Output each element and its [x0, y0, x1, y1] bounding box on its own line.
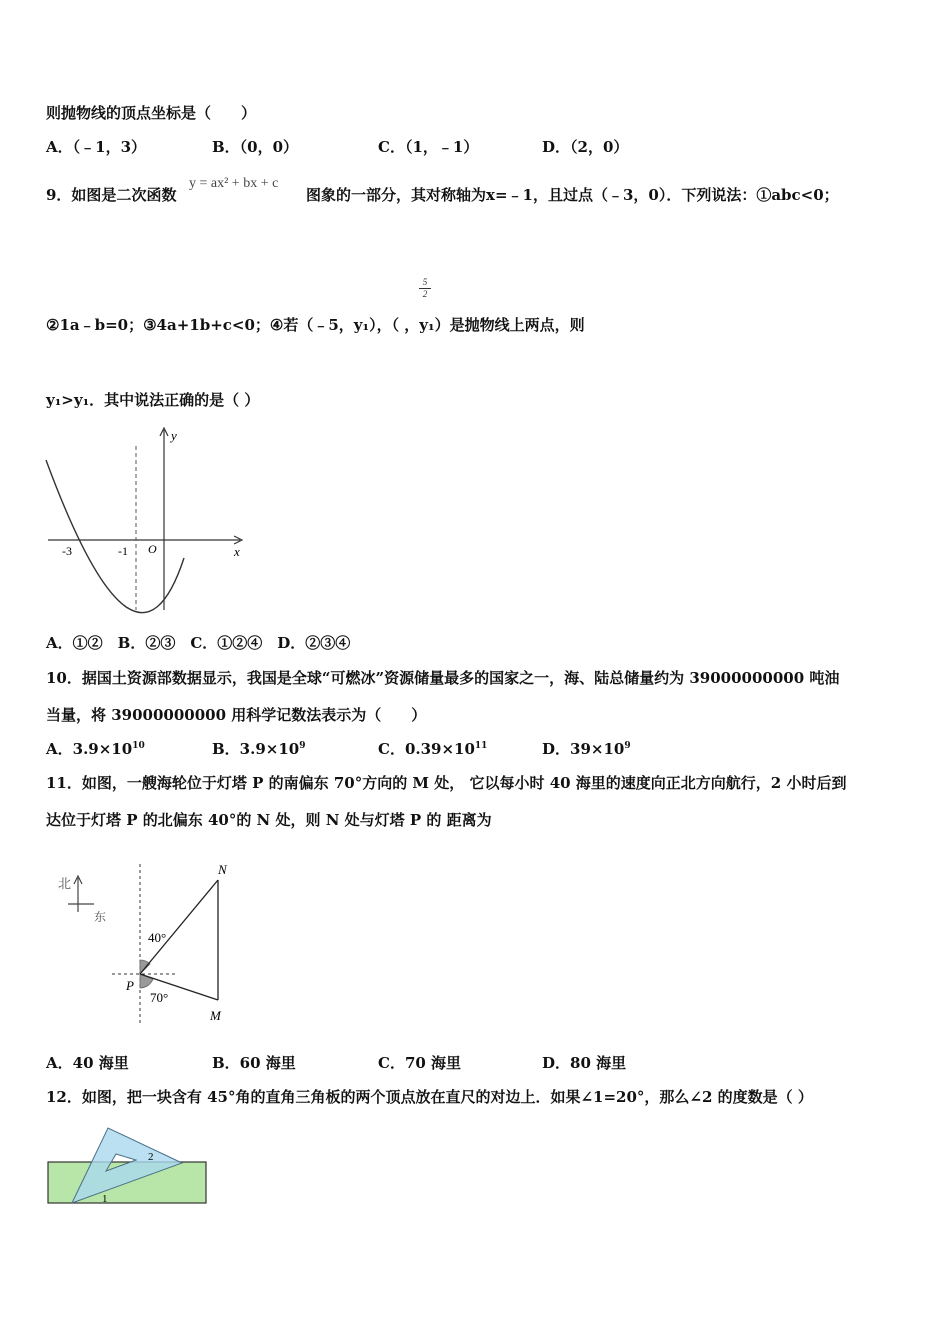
point-m-label: M [210, 1008, 221, 1023]
tick-neg3: -3 [62, 544, 72, 558]
point-p-label: P [126, 978, 134, 993]
q10-option-a-exp: 10 [132, 741, 145, 751]
q10-line2: 当量，将 39000000000 用科学记数法表示为（ ） [46, 706, 427, 724]
q10-option-a [46, 738, 145, 759]
q10-option-b-label: B．3.9×10 [212, 740, 300, 758]
q9-options: A．①② B．②③ C．①②④ D．②③④ [46, 634, 351, 652]
q10-option-d-exp: 9 [624, 741, 631, 751]
y-label: y [171, 428, 177, 443]
origin-label: O [148, 542, 157, 556]
q8-stem: 则抛物线的顶点坐标是（ ） [46, 104, 257, 122]
angle-40-label: 40° [148, 930, 167, 945]
q10-option-a-label: A．3.9×10 [46, 740, 133, 758]
q9-fraction-num: 5 [422, 277, 428, 287]
parabola-curve [46, 460, 184, 613]
q11-bearing-figure [46, 858, 256, 1030]
q8-option-c: C．（1，﹣1） [378, 138, 479, 156]
q11-option-a: A．40 海里 [46, 1054, 129, 1072]
q9-fraction [419, 277, 431, 300]
q10-option-d-label: D．39×10 [542, 740, 625, 758]
q8-option-a: A．（﹣1，3） [46, 138, 147, 156]
q8-option-b: B．（0，0） [212, 138, 299, 156]
q10-option-c-label: C．0.39×10 [378, 740, 475, 758]
tick-neg1: -1 [118, 544, 128, 558]
angle-1-label: 1 [102, 1193, 108, 1205]
east-label: 东 [94, 910, 107, 924]
q12-ruler-figure [46, 1124, 212, 1208]
q9-stem-a: 9．如图是二次函数 [46, 186, 177, 204]
q10-option-b [212, 738, 305, 759]
q10-line1: 10．据国土资源部数据显示，我国是全球“可燃冰”资源储量最多的国家之一，海、陆总储量约为 39000000000 吨油 [46, 669, 840, 687]
segment-pn [140, 880, 218, 974]
q9-fraction-den: 2 [419, 288, 431, 300]
angle-70-label: 70° [150, 990, 169, 1005]
q9-parabola-figure [40, 422, 255, 617]
north-label: 北 [58, 876, 72, 891]
q9-stem-c: ②1a﹣b=0；③4a+1b+c<0；④若（﹣5，y₁），（ ，y₁）是抛物线上两点，则 [46, 316, 585, 334]
point-n-label: N [218, 862, 227, 877]
q12-line1: 12．如图，把一块含有 45°角的直角三角板的两个顶点放在直尺的对边上．如果∠1=20°，那么∠2 的度数是（ ） [46, 1088, 813, 1106]
q11-option-d: D．80 海里 [542, 1054, 627, 1072]
x-label: x [234, 544, 240, 559]
q10-option-b-exp: 9 [299, 741, 306, 751]
q10-option-c-exp: 11 [474, 741, 488, 751]
q9-stem-d: y₁>y₁．其中说法正确的是（ ） [46, 391, 260, 409]
q9-stem-b: 图象的一部分，其对称轴为x=﹣1，且过点（﹣3，0）．下列说法：①abc<0； [306, 186, 839, 204]
q8-option-d: D．（2，0） [542, 138, 629, 156]
q10-option-c [378, 738, 487, 759]
q11-option-b: B．60 海里 [212, 1054, 296, 1072]
q11-line1: 11．如图，一艘海轮位于灯塔 P 的南偏东 70°方向的 M 处， 它以每小时 40 海里的速度向正北方向航行，2 小时后到 [46, 774, 847, 792]
q11-line2: 达位于灯塔 P 的北偏东 40°的 N 处，则 N 处与灯塔 P 的 距离为 [46, 811, 492, 829]
q10-option-d [542, 738, 631, 759]
q9-equation: y = ax² + bx + c [189, 176, 279, 191]
angle-2-label: 2 [148, 1151, 154, 1163]
q11-option-c: C．70 海里 [378, 1054, 462, 1072]
